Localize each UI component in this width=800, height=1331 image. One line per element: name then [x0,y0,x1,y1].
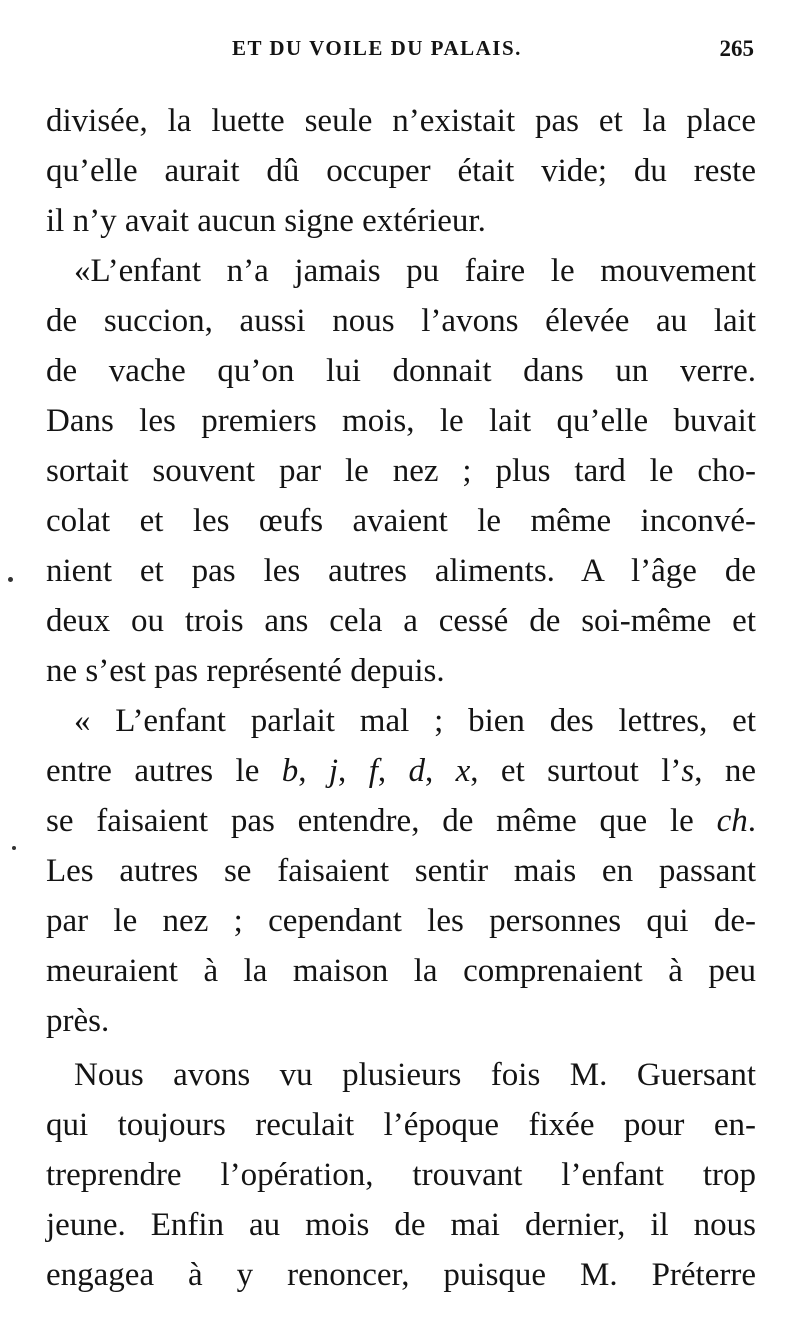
text-line: Nous avons vu plusieurs fois M. Guersant [74,1057,756,1093]
text-run: , [425,753,456,789]
italic-letter: j [328,753,339,789]
running-title: ET DU VOILE DU PALAIS. [232,36,522,60]
text-run: , et surtout l’ [470,753,682,789]
text-run: , ne [694,753,756,789]
italic-letters: ch [716,803,748,839]
italic-letter: f [368,753,378,789]
text-run: , [298,753,329,789]
text-run: , [338,753,369,789]
text-line: jeune. Enfin au mois de mai dernier, il nous [46,1207,756,1243]
text-line: qu’elle aurait dû occuper était vide; du reste [46,153,756,189]
text-line: près. [46,1003,110,1039]
text-line-with-italics [46,746,756,796]
text-line: de vache qu’on lui donnait dans un verre. [46,353,756,389]
italic-letter: x [455,753,471,789]
margin-speck [8,577,13,582]
text-line: « L’enfant parlait mal ; bien des lettres, et [74,703,756,739]
paragraph-1 [46,96,756,246]
text-line: ne s’est pas représenté depuis. [46,653,445,689]
page-number: 265 [719,36,754,61]
text-line-with-italics [46,796,756,846]
text-line: treprendre l’opération, trouvant l’enfant trop [46,1157,756,1193]
body-text [46,96,756,1300]
text-line: Dans les premiers mois, le lait qu’elle buvait [46,403,756,439]
paragraph-4 [46,1050,756,1300]
text-line: sortait souvent par le nez ; plus tard le cho- [46,453,756,489]
text-line: par le nez ; cependant les personnes qui de- [46,903,756,939]
text-line: engagea à y renoncer, puisque M. Préterre [46,1257,756,1293]
text-line: il n’y avait aucun signe extérieur. [46,203,486,239]
text-run: . [747,803,756,839]
margin-speck [12,846,16,850]
text-run: entre autres le [46,753,282,789]
italic-letter: s [681,753,695,789]
running-header [46,32,760,72]
text-line: Les autres se faisaient sentir mais en passant [46,853,756,889]
paragraph-3 [46,696,756,1046]
text-line: nient et pas les autres aliments. A l’âge de [46,553,756,589]
text-run: , [377,753,409,789]
text-line: colat et les œufs avaient le même inconvé- [46,503,756,539]
text-line: «L’enfant n’a jamais pu faire le mouvement [74,253,756,289]
text-line: qui toujours reculait l’époque fixée pour en- [46,1107,756,1143]
text-line: de succion, aussi nous l’avons élevée au lait [46,303,756,339]
paragraph-2 [46,246,756,696]
italic-letter: b [281,753,299,789]
italic-letter: d [408,753,425,789]
text-line: deux ou trois ans cela a cessé de soi-même et [46,603,756,639]
text-line: divisée, la luette seule n’existait pas et la place [46,103,756,139]
text-line: meuraient à la maison la comprenaient à peu [46,953,756,989]
text-run: se faisaient pas entendre, de même que le [46,803,717,839]
